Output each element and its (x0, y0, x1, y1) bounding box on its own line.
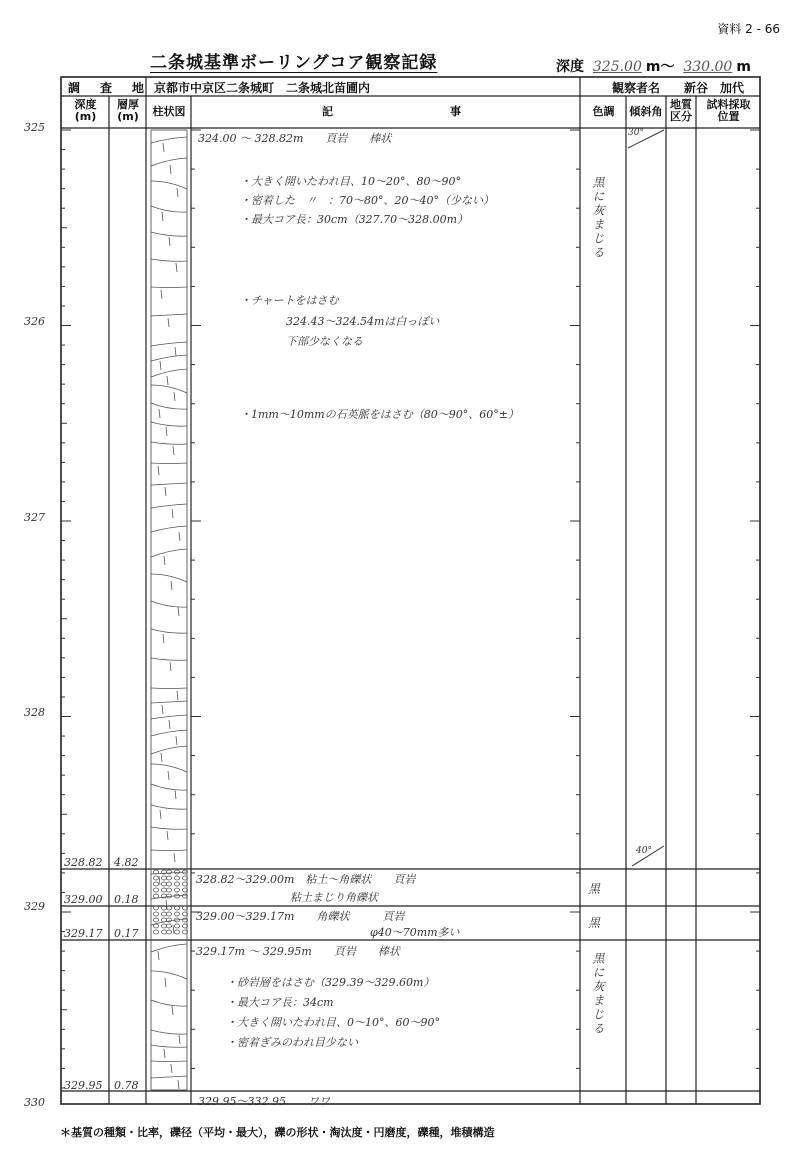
core-vein (158, 951, 159, 960)
col-geology-label-2: 区分 (670, 110, 692, 123)
core-gravel (162, 930, 167, 934)
layer-3-heading: 329.00〜329.17m 角礫状 頁岩 (196, 910, 405, 923)
core-fracture (151, 895, 187, 899)
layer-3-color: 黒 (588, 916, 601, 930)
layer-1-dip-bottom: 40° (636, 846, 652, 856)
layer-1-note-2: ・密着した 〃 ：70〜80°、20〜40°（少ない） (240, 194, 494, 207)
layer-4-note-2: ・最大コア長：34cm (226, 996, 334, 1009)
core-fracture (151, 422, 187, 426)
core-gravel (162, 882, 167, 886)
core-fracture (151, 355, 187, 361)
core-vein (167, 376, 168, 385)
core-gravel (162, 912, 167, 916)
core-fracture (151, 701, 187, 703)
core-gravel (175, 870, 180, 874)
depth-label: 深度 (556, 59, 584, 75)
col-color-header: 色調 (592, 105, 615, 118)
core-fracture (151, 971, 187, 979)
core-fracture (151, 629, 187, 633)
layer-1-dip-top: 30° (628, 128, 644, 138)
depth-unit-from: m〜 (645, 59, 675, 75)
core-vein (174, 392, 175, 401)
core-fracture (151, 504, 187, 508)
footer-note: ＊基質の種類・比率，礫径（平均・最大），礫の形状・淘汰度・円磨度，礫種，堆積構造 (60, 1126, 495, 1139)
layer-4-thickness: 0.78 (114, 1079, 139, 1092)
core-fracture (151, 549, 187, 557)
observer-name: 新谷 加代 (684, 81, 745, 95)
layer-4-note-3: ・大きく開いたわれ目、0〜10°、60〜90° (226, 1016, 440, 1029)
core-fracture (151, 206, 187, 212)
page-reference: 資料 2 - 66 (717, 22, 780, 36)
core-vein (169, 237, 170, 246)
col-thickness-header (110, 99, 146, 123)
core-fracture (151, 805, 187, 809)
layer-2-heading: 328.82〜329.00m 粘土〜角礫状 頁岩 (196, 873, 416, 886)
layer-2-thickness: 0.18 (114, 893, 139, 906)
core-fracture (151, 730, 187, 736)
core-gravel (154, 918, 159, 922)
core-fracture (151, 746, 187, 754)
core-vein (161, 753, 162, 762)
layer-4-note-4: ・密着ぎみのわれ目少ない (226, 1036, 358, 1049)
site-value: 京都市中京区二条城町 二条城北苗圃内 (154, 81, 371, 95)
col-geology-label-1: 地質 (670, 98, 692, 111)
core-vein (171, 1064, 172, 1073)
core-fracture (151, 944, 187, 952)
col-article-header-2: 事 (450, 105, 461, 118)
core-gravel (175, 930, 180, 934)
core-fracture (151, 314, 187, 316)
core-gravel (154, 894, 159, 898)
scale-label-327: 327 (24, 511, 45, 524)
core-vein (170, 662, 171, 671)
core-gravel (167, 912, 172, 916)
layer-1-note-3: ・最大コア長：30cm（327.70〜328.00m） (240, 213, 468, 226)
core-vein (177, 188, 178, 197)
core-vein (164, 1049, 165, 1058)
core-gravel (175, 912, 180, 916)
col-sample-header (697, 99, 760, 123)
core-vein (162, 212, 163, 221)
core-fracture (151, 342, 187, 346)
core-fracture (151, 1061, 187, 1062)
layer-4-bottom: 329.95 (64, 1079, 103, 1092)
depth-to: 330.00 (683, 59, 733, 75)
core-vein (164, 556, 165, 565)
layer-3-note-1: φ40〜70mm多い (370, 926, 460, 939)
core-vein (172, 509, 173, 518)
layer-1-color: 黒に灰まじる (591, 176, 605, 260)
core-gravel (162, 888, 167, 892)
layer-2-bottom: 329.00 (64, 893, 103, 906)
core-gravel (175, 888, 180, 892)
core-fracture (151, 1030, 187, 1034)
core-gravel (162, 924, 167, 928)
core-vein (178, 1080, 179, 1089)
core-vein (161, 290, 162, 299)
col-depth-label: 深度 (74, 98, 97, 111)
depth-from: 325.00 (592, 59, 642, 75)
observer-label: 観察者名 (612, 81, 661, 95)
layer-1-heading: 324.00 〜 328.82m 頁岩 棒状 (198, 132, 392, 145)
core-vein (168, 318, 169, 327)
core-fracture (151, 764, 187, 772)
core-gravel (167, 882, 172, 886)
core-gravel (167, 930, 172, 934)
core-gravel (162, 876, 167, 880)
scale-label-325: 325 (24, 121, 45, 134)
core-fracture (151, 232, 187, 236)
scale-label-329: 329 (24, 900, 45, 913)
scale-label-326: 326 (24, 315, 45, 328)
col-depth-unit: (m) (74, 110, 97, 123)
core-vein (169, 720, 170, 729)
core-gravel (154, 876, 159, 880)
core-gravel (167, 924, 172, 928)
core-fracture (151, 181, 187, 189)
core-vein (165, 978, 166, 987)
core-vein (166, 427, 167, 436)
core-gravel (167, 876, 172, 880)
col-article-header-1: 記 (322, 105, 333, 118)
depth-unit-to: m (736, 59, 751, 75)
layer-1-note-1: ・大きく開いたわれ目、10〜20°、80〜90° (240, 175, 461, 188)
col-thickness-unit: (m) (117, 110, 139, 123)
layer-4-heading: 329.17m 〜 329.95m 頁岩 棒状 (196, 945, 400, 958)
core-fracture (151, 827, 187, 829)
core-fracture (151, 601, 187, 607)
core-vein (175, 790, 176, 799)
core-vein (173, 925, 174, 934)
core-vein (168, 771, 169, 780)
core-vein (172, 1006, 173, 1015)
core-vein (158, 466, 159, 475)
core-vein (159, 876, 160, 885)
layer-1-note-4: ・チャートをはさむ (240, 294, 339, 307)
core-fracture (151, 574, 187, 582)
core-fracture (151, 784, 187, 790)
core-gravel (154, 882, 159, 886)
layer-1-note-5: 324.43〜324.54mは白っぽい (286, 315, 440, 328)
core-gravel (154, 930, 159, 934)
scale-label-330: 330 (24, 1096, 45, 1109)
layer-1-thickness: 4.82 (114, 856, 139, 869)
core-fracture (151, 526, 187, 532)
core-fracture (151, 1076, 187, 1078)
layer-1-bottom: 328.82 (64, 856, 103, 869)
layer-1-note-6: 下部少なくなる (286, 335, 363, 348)
core-vein (176, 736, 177, 745)
core-vein (159, 409, 160, 418)
scale-label-328: 328 (24, 706, 45, 719)
layer-3-thickness: 0.17 (114, 927, 139, 940)
core-fracture (151, 158, 187, 166)
core-gravel (175, 882, 180, 886)
layer-1-note-7: ・1mm〜10mmの石英脈をはさむ（80〜90°、60°±） (240, 408, 519, 421)
core-gravel (167, 888, 172, 892)
layer-2-note-1: 粘土まじり角礫状 (290, 891, 378, 904)
col-thickness-label: 層厚 (117, 98, 139, 111)
col-geology-header (666, 99, 696, 123)
core-fracture (151, 137, 187, 143)
core-vein (178, 607, 179, 616)
core-fracture (151, 463, 187, 464)
core-fracture (151, 1045, 187, 1047)
layer-5-heading: 329.95〜332.95 ワワ (198, 1095, 330, 1108)
core-fracture (151, 658, 187, 660)
core-vein (176, 263, 177, 272)
core-vein (163, 143, 164, 152)
core-vein (174, 853, 175, 862)
core-vein (162, 705, 163, 714)
core-vein (173, 446, 174, 455)
layer-2-color: 黒 (588, 882, 601, 896)
col-sample-label-2: 位置 (717, 110, 740, 123)
core-fracture (151, 1000, 187, 1006)
site-label: 調 査 地 (68, 81, 149, 95)
core-fracture (151, 688, 187, 689)
core-fracture (151, 287, 187, 288)
core-vein (160, 810, 161, 819)
layer-4-color: 黒に灰まじる (591, 952, 605, 1036)
core-vein (165, 487, 166, 496)
col-sample-label-1: 試料採取 (706, 98, 751, 111)
core-gravel (154, 912, 159, 916)
core-fracture (151, 850, 187, 851)
core-fracture (151, 715, 187, 719)
core-gravel (175, 924, 180, 928)
core-vein (175, 347, 176, 356)
core-vein (167, 831, 168, 840)
core-vein (163, 634, 164, 643)
col-depth-header (62, 99, 109, 123)
layer-3-bottom: 329.17 (64, 927, 103, 940)
col-column-chart-header: 柱状図 (152, 105, 186, 118)
core-vein (179, 532, 180, 541)
core-gravel (154, 924, 159, 928)
core-vein (171, 581, 172, 590)
core-vein (170, 165, 171, 174)
core-fracture (151, 403, 187, 409)
core-fracture (151, 442, 187, 444)
page-title: 二条城基準ボーリングコア観察記録 (150, 53, 438, 73)
core-fracture (151, 369, 187, 377)
core-vein (179, 1035, 180, 1044)
layer-4-note-1: ・砂岩層をはさむ（329.39〜329.60m） (226, 976, 435, 989)
core-vein (160, 361, 161, 370)
col-dip-header: 傾斜角 (629, 105, 663, 118)
core-fracture (151, 483, 187, 485)
core-gravel (162, 918, 167, 922)
core-gravel (175, 876, 180, 880)
core-vein (177, 691, 178, 700)
core-fracture (151, 259, 187, 261)
core-fracture (151, 385, 187, 393)
core-gravel (154, 888, 159, 892)
